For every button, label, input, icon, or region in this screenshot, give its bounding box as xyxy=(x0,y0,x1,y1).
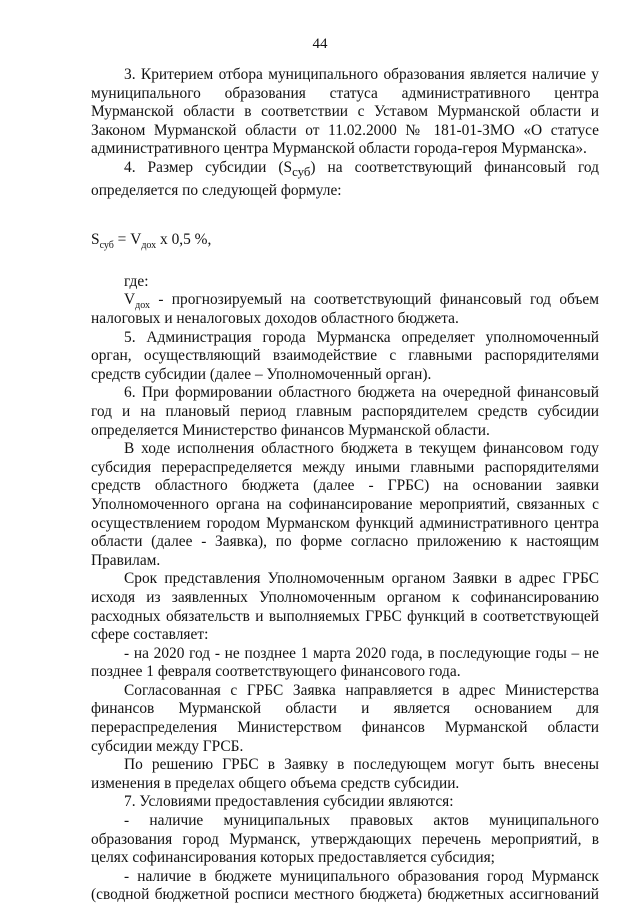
definition-term: V xyxy=(124,291,136,309)
paragraph-deadline-dates: - на 2020 год - не позднее 1 марта 2020 года, в последующие годы – не позднее 1 февраля соответствующего финансового года. xyxy=(91,644,599,681)
document-body xyxy=(91,66,599,905)
definition-text: - прогнозируемый на соответствующий финансовый год объем налоговых и неналоговых доходов областного бюджета. xyxy=(91,291,599,328)
formula-s-subscript: суб xyxy=(99,240,114,252)
formula-rest: x 0,5 %, xyxy=(156,231,212,249)
definition-term-subscript: дох xyxy=(135,300,150,312)
formula-equals: = V xyxy=(113,231,142,249)
page-number: 44 xyxy=(312,36,328,52)
where-label: где: xyxy=(124,272,149,290)
formula-v-subscript: дох xyxy=(141,240,157,252)
paragraph-deadline: Срок представления Уполномоченным органом Заявки в адрес ГРБС исходя из заявленных Уполномоченным органом к софинансированию расходных обязательств и выполняемых ГРБС функций в соответствующей сфере составляет: xyxy=(91,570,599,644)
paragraph-7: 7. Условиями предоставления субсидии являются: xyxy=(124,793,454,811)
paragraph-5: 5. Администрация города Мурманска определяет уполномоченный орган, осуществляющий взаимодействие с главными распорядителями средств субсидии (далее – Уполномоченный орган). xyxy=(91,328,599,383)
paragraph-changes: По решению ГРБС в Заявку в последующем могут быть внесены изменения в пределах общего объема средств субсидии. xyxy=(91,756,599,792)
definition-vdoh xyxy=(91,291,599,328)
paragraph-3: 3. Критерием отбора муниципального образования является наличие у муниципального образования статуса административного центра Мурманской области в соответствии с Уставом Мурманской области и Законом Мурманской области от 11.02.2000 № 181-01-ЗМО «О статусе административного центра Мурманской области города-героя Мурманска». xyxy=(91,66,599,158)
paragraph-condition-1: - наличие муниципальных правовых актов муниципального образования город Мурманск, утверждающих перечень мероприятий, в целях софинансирования которых предоставляется субсидия; xyxy=(91,812,599,867)
paragraph-6: 6. При формировании областного бюджета на очередной финансовый год и на плановый период главным распорядителем средств субсидии определяется Министерство финансов Мурманской области. xyxy=(91,384,599,439)
paragraph-approved-request: Согласованная с ГРБС Заявка направляется в адрес Министерства финансов Мурманской области и является основанием для перераспределения Министерством финансов Мурманской области субсидии между ГРСБ. xyxy=(91,681,599,755)
paragraph-condition-2: - наличие в бюджете муниципального образования город Мурманск (сводной бюджетной росписи местного бюджета) бюджетных ассигнований xyxy=(91,867,599,904)
formula xyxy=(91,231,599,250)
paragraph-4: 4. Размер субсидии $(S_{суб})$ на соответствующий финансовый год определяется по следующей формуле: xyxy=(91,158,599,199)
subscript: суб xyxy=(292,165,311,180)
formula-s: S xyxy=(91,231,100,249)
paragraph-redistribution: В ходе исполнения областного бюджета в текущем финансовом году субсидия перераспределяется между иными главными распорядителями средств областного бюджета (далее - ГРБС) на основании заявки Уполномоченного органа на софинансирование мероприятий, связанных с осуществлением городом Мурманском функций административного центра области (далее - Заявка), по форме согласно приложению к настоящим Правилам. xyxy=(91,440,599,569)
